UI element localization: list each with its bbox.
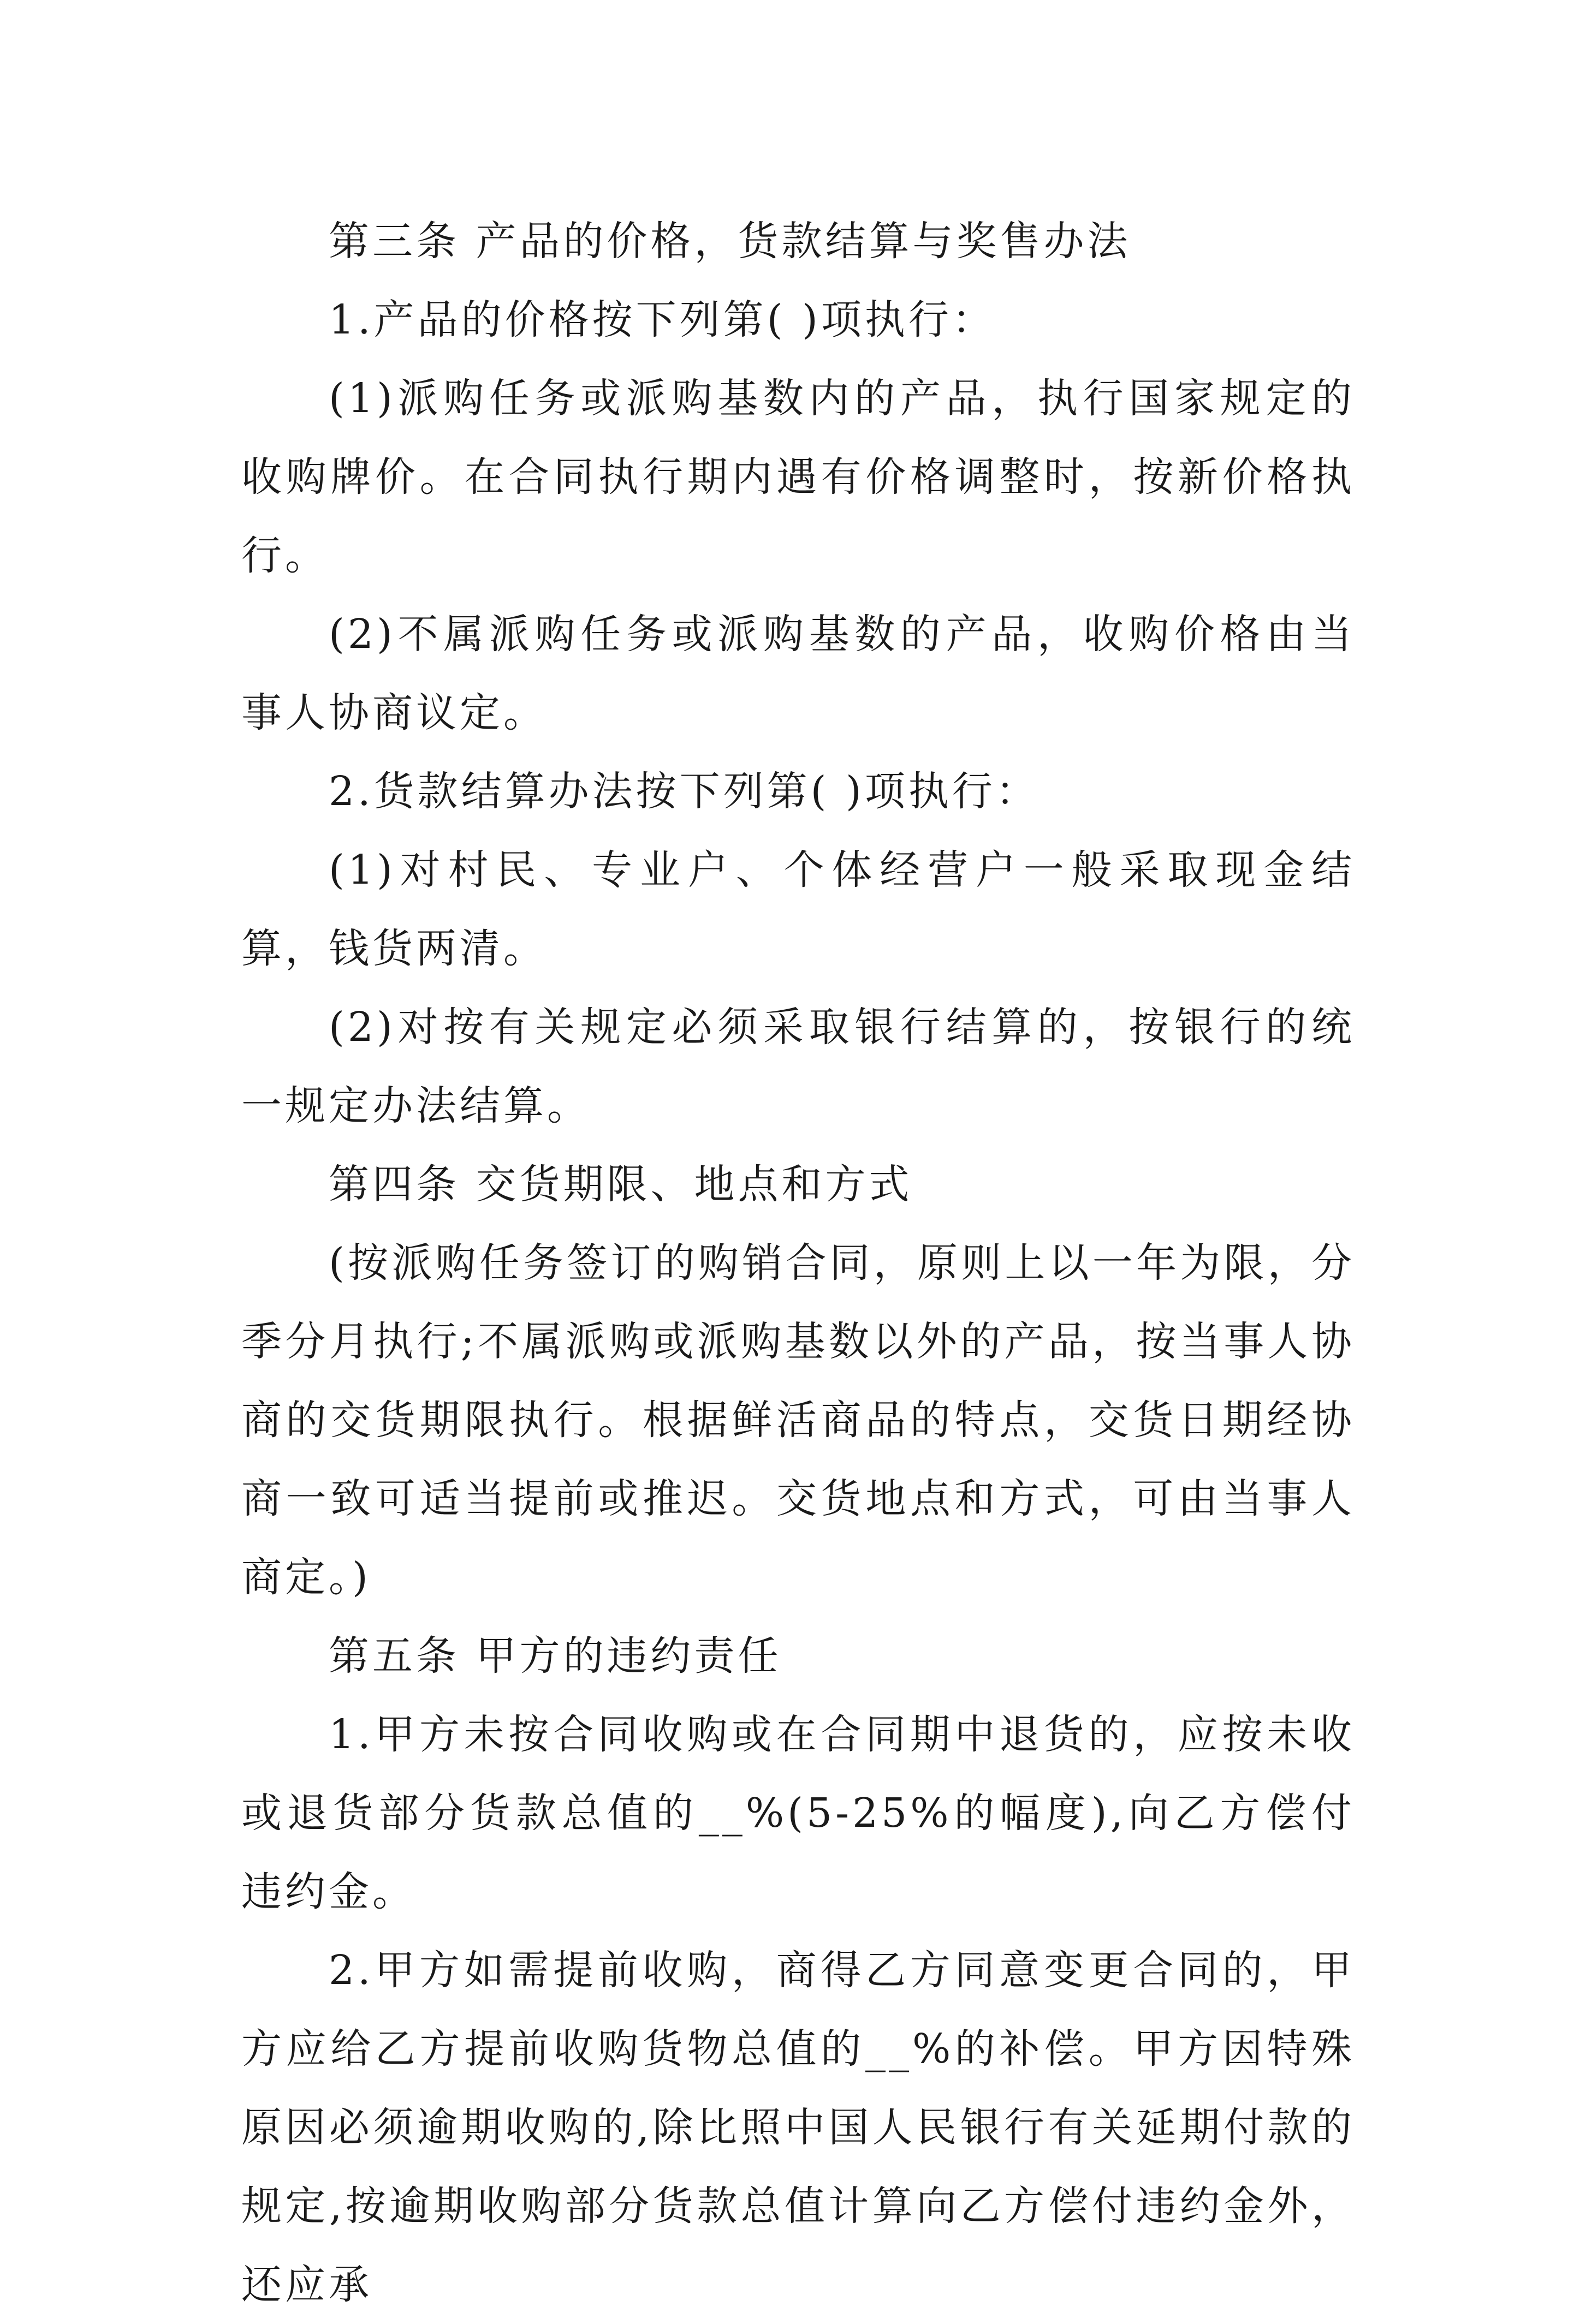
settlement-clause: 2.货款结算办法按下列第( )项执行： bbox=[329, 768, 1040, 815]
settlement-option-1: (1)对村民、专业户、个体经营户一般采取现金结算，钱货两清。 bbox=[241, 847, 1355, 972]
article-3-heading: 第三条 产品的价格，货款结算与奖售办法 bbox=[329, 218, 1131, 265]
delivery-terms: (按派购任务签订的购销合同，原则上以一年为限，分季分月执行;不属派购或派购基数以外的产品，按当事人协商的交货期限执行。根据鲜活商品的特点，交货日期经协商一致可适当提前或推迟。交货地点和方式，可由当事人商定。) bbox=[241, 1240, 1355, 1601]
settlement-option-2: (2)对按有关规定必须采取银行结算的，按银行的统一规定办法结算。 bbox=[241, 1004, 1355, 1129]
article-4-heading: 第四条 交货期限、地点和方式 bbox=[329, 1161, 913, 1208]
article-5-heading: 第五条 甲方的违约责任 bbox=[329, 1632, 782, 1679]
price-clause: 1.产品的价格按下列第( )项执行： bbox=[329, 296, 996, 343]
liability-clause-2: 2.甲方如需提前收购，商得乙方同意变更合同的，甲方应给乙方提前收购货物总值的__%的补偿。甲方因特殊原因必须逾期收购的,除比照中国人民银行有关延期付款的规定,按逾期收购部分货款总值计算向乙方偿付违约金外，还应承 bbox=[241, 1947, 1355, 2308]
price-option-1: (1)派购任务或派购基数内的产品，执行国家规定的收购牌价。在合同执行期内遇有价格调整时，按新价格执行。 bbox=[241, 375, 1355, 579]
price-option-2: (2)不属派购任务或派购基数的产品，收购价格由当事人协商议定。 bbox=[241, 611, 1355, 736]
liability-clause-1: 1.甲方未按合同收购或在合同期中退货的，应按未收或退货部分货款总值的__%(5-25%的幅度),向乙方偿付违约金。 bbox=[241, 1711, 1355, 1915]
document-body bbox=[241, 202, 1355, 2324]
